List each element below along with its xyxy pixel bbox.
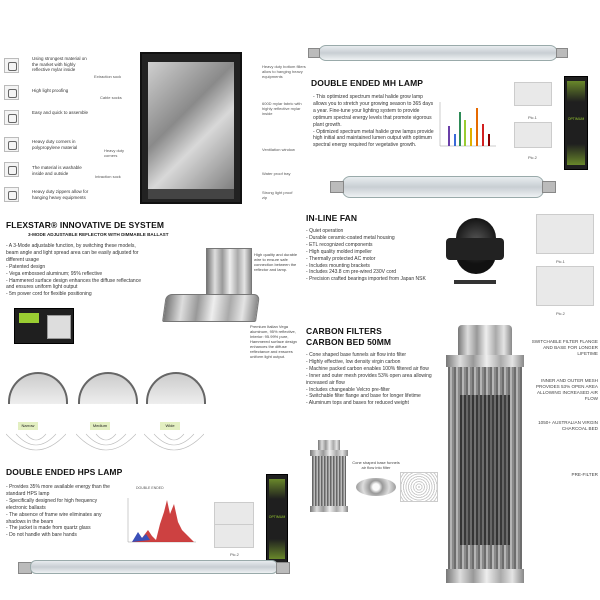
mylar-icon	[4, 58, 19, 73]
filter-callout-mesh: INNER AND OUTER MESH PROVIDES 53% OPEN AREA ALLOWING INCREASED AIR FLOW	[535, 378, 598, 401]
fan-image	[446, 218, 504, 294]
filter-callout-prefilter: PRE-FILTER	[571, 472, 598, 477]
filter-title-1: CARBON FILTERS	[306, 326, 382, 336]
mh-lamp-image	[318, 45, 558, 61]
mh-lamp-box	[564, 76, 588, 170]
tent-feature-6: Heavy duty zippers allow for hanging heavy equipments	[32, 189, 89, 200]
flexstar-note-top: High quality and durable wire to ensure safe connection between the reflector and lamp.	[254, 252, 298, 272]
fan-title: IN-LINE FAN	[306, 213, 358, 223]
tent-callout-intraction: Intraction sock	[95, 174, 121, 179]
filter-bullet-4: - Inner and outer mesh provides 53% open area allowing increased air flow	[306, 373, 440, 387]
flexstar-subtitle: 3-MODE ADJUSTABLE REFLECTOR WITH DIMMABLE BALLAST	[28, 232, 169, 237]
fan-bullet-4: - High quality molded impeller	[306, 249, 456, 256]
fan-pic2-image	[536, 266, 594, 306]
filter-bullet-3: - Machine packed carbon enables 100% filtered air flow	[306, 366, 440, 373]
tent-callout-fillers: Heavy duty bottom fillers allow to hanging heavy equipments	[262, 64, 306, 79]
hps-bullet-3: - The absence of frame wire eliminates any shadows in the beam	[6, 512, 118, 526]
tent-feature-4: Heavy duty corners in polypropylene material	[32, 139, 78, 150]
fan-pic2-label: Pic.2	[556, 311, 565, 316]
mh-bullet-2: - Optimized spectrum metal halide grow lamps provide high initial and maintained lumen output with optimum spectral energy required for vegetative growth.	[313, 129, 435, 150]
mh-bullet-1: - This optimized spectrum metal halide grow lamp allows you to stretch your growing season to 365 days a year. Fine-tune your lighting system to provide optimum spectral energy levels that promote vigorous plant growth.	[313, 94, 435, 129]
fan-bullet-3: - ETL recognized components	[306, 242, 456, 249]
small-filter-image	[310, 440, 348, 512]
hps-bullet-2: - Specifically designed for high frequency electronic ballasts	[6, 498, 118, 512]
tent-feature-3: Easy and quick to assemble	[32, 110, 89, 115]
zipper-icon	[4, 187, 19, 202]
tent-callout-window: Ventilation window	[262, 147, 295, 152]
flexstar-title: FLEXSTAR® INNOVATIVE DE SYSTEM	[6, 220, 165, 230]
corners-icon	[4, 137, 19, 152]
filter-bullet-5: - Includes changeable Velcro pre-filter	[306, 387, 440, 394]
hps-pic2-label: Pic.2	[230, 552, 239, 557]
flexstar-bullet-2: - Patented design	[6, 264, 142, 271]
carbon-filter-image	[446, 325, 524, 587]
mh-pic1-label: Pic.1	[528, 115, 537, 120]
mh-box-brand: OPTIMUM	[567, 117, 585, 121]
mh-pic2-label: Pic.2	[528, 155, 537, 160]
mh-pic1-image	[514, 82, 552, 106]
tent-callout-corners: Heavy duty corners	[104, 148, 125, 158]
fan-bullet-5: - Thermally protected AC motor	[306, 256, 456, 263]
tent-feature-5: The material is washable inside and outside	[32, 165, 82, 176]
filter-bullet-1: - Cone shaped base funnels air flow into filter	[306, 352, 440, 359]
mode-medium-label: Medium	[90, 422, 110, 430]
hps-bullet-1: - Provides 35% more available energy than the standard HPS lamp	[6, 484, 118, 498]
filter-bullet-6: - Switchable filter flange and base for longer lifetime	[306, 393, 440, 400]
flexstar-note-bottom: Premium Italian Vega aluminum, 95% reflective, Interior: 95.99% pure, Hammered surface design enhances the diffuse reflectance and ensures uniform light output.	[250, 324, 297, 359]
mode-wide-pattern	[144, 432, 204, 462]
flexstar-bullet-5: - 5m power cord for flexible positioning	[6, 291, 142, 298]
flexstar-bullet-3: - Vega embossed aluminum; 95% reflective	[6, 271, 142, 278]
mesh-detail-image	[400, 472, 438, 502]
filter-callout-charcoal: 1050+ AUSTRALIAN VIRGIN CHARCOAL BED	[538, 420, 598, 431]
fan-bullet-8: - Precision crafted bearings imported from Japan NSK	[306, 276, 456, 283]
fan-pic1-image	[536, 214, 594, 254]
mh-pic2-image	[514, 122, 552, 148]
fan-pic1-label: Pic.1	[556, 259, 565, 264]
hps-bullet-4: - The jacket is made from quartz glass	[6, 525, 118, 532]
flexstar-bullet-1: - A 3-Mode adjustable function, by switching these models, beam angle and light spread area can be easily adjusted for different usage	[6, 243, 142, 264]
reflector-image	[162, 294, 260, 322]
washable-icon	[4, 162, 19, 177]
mh-lamp-bullets	[313, 94, 435, 149]
light-proof-icon	[4, 85, 19, 100]
fan-bullet-1: - Quiet operation	[306, 228, 456, 235]
hps-box-brand: OPTIMUM	[268, 515, 286, 519]
mh-lamp-image-2	[342, 176, 544, 198]
grow-tent-image	[140, 52, 242, 204]
hps-lamp-title: DOUBLE ENDED HPS LAMP	[6, 467, 123, 477]
fan-bullet-2: - Durable ceramic-coated metal housing	[306, 235, 456, 242]
cone-base-image	[356, 478, 396, 496]
tent-callout-mylar: 600D mylar fabric with highly reflective mylar inside	[262, 101, 302, 116]
filter-cone-label: Cone shaped base funnels air flow into filter	[352, 460, 400, 470]
tent-callout-zip: Strong light proof zip	[262, 190, 293, 200]
hps-spectrum-chart	[124, 494, 200, 548]
tent-feature-1: Using strongest material on the market with highly reflective mylar inside	[32, 56, 87, 72]
tent-callout-cable: Cable socks	[100, 95, 122, 100]
filter-callout-flange: SWITCHABLE FILTER FLANGE AND BASE FOR LONGER LIFETIME	[531, 339, 598, 356]
hps-lamp-box	[266, 474, 288, 564]
hps-spectrum-label: DOUBLE ENDED	[136, 486, 164, 490]
fan-bullets	[306, 228, 456, 283]
filter-bullets	[306, 352, 440, 407]
hps-lamp-image	[18, 560, 288, 574]
tent-callout-tray: Water proof tray	[262, 171, 291, 176]
mode-narrow-label: Narrow	[18, 422, 38, 430]
filter-bullet-2: - Highly effective, low density virgin carbon	[306, 359, 440, 366]
hps-lamp-bullets	[6, 484, 118, 539]
mode-narrow-pattern	[6, 432, 66, 462]
hps-bullet-5: - Do not handle with bare hands	[6, 532, 118, 539]
assembly-icon	[4, 110, 19, 125]
ballast-box-image	[14, 308, 74, 344]
mh-lamp-title: DOUBLE ENDED MH LAMP	[311, 78, 424, 88]
fan-bullet-7: - Includes 243.8 cm pre-wired 230V cord	[306, 269, 456, 276]
mh-spectrum-chart	[436, 98, 500, 154]
fan-bullet-6: - Includes mounting brackets	[306, 263, 456, 270]
filter-bullet-7: - Aluminum tops and bases for reduced weight	[306, 400, 440, 407]
tent-callout-extraction: Extraction sock	[94, 74, 122, 79]
hps-pic2-image	[214, 524, 254, 548]
mode-medium-pattern	[76, 432, 136, 462]
flexstar-bullet-4: - Hammered surface design enhances the diffuse reflectance and ensures uniform light output	[6, 278, 142, 292]
flexstar-bullets	[6, 243, 142, 298]
mode-wide-label: Wide	[160, 422, 180, 430]
filter-title-2: CARBON BED 50MM	[306, 337, 392, 347]
tent-feature-2: High light proofing	[32, 88, 69, 93]
